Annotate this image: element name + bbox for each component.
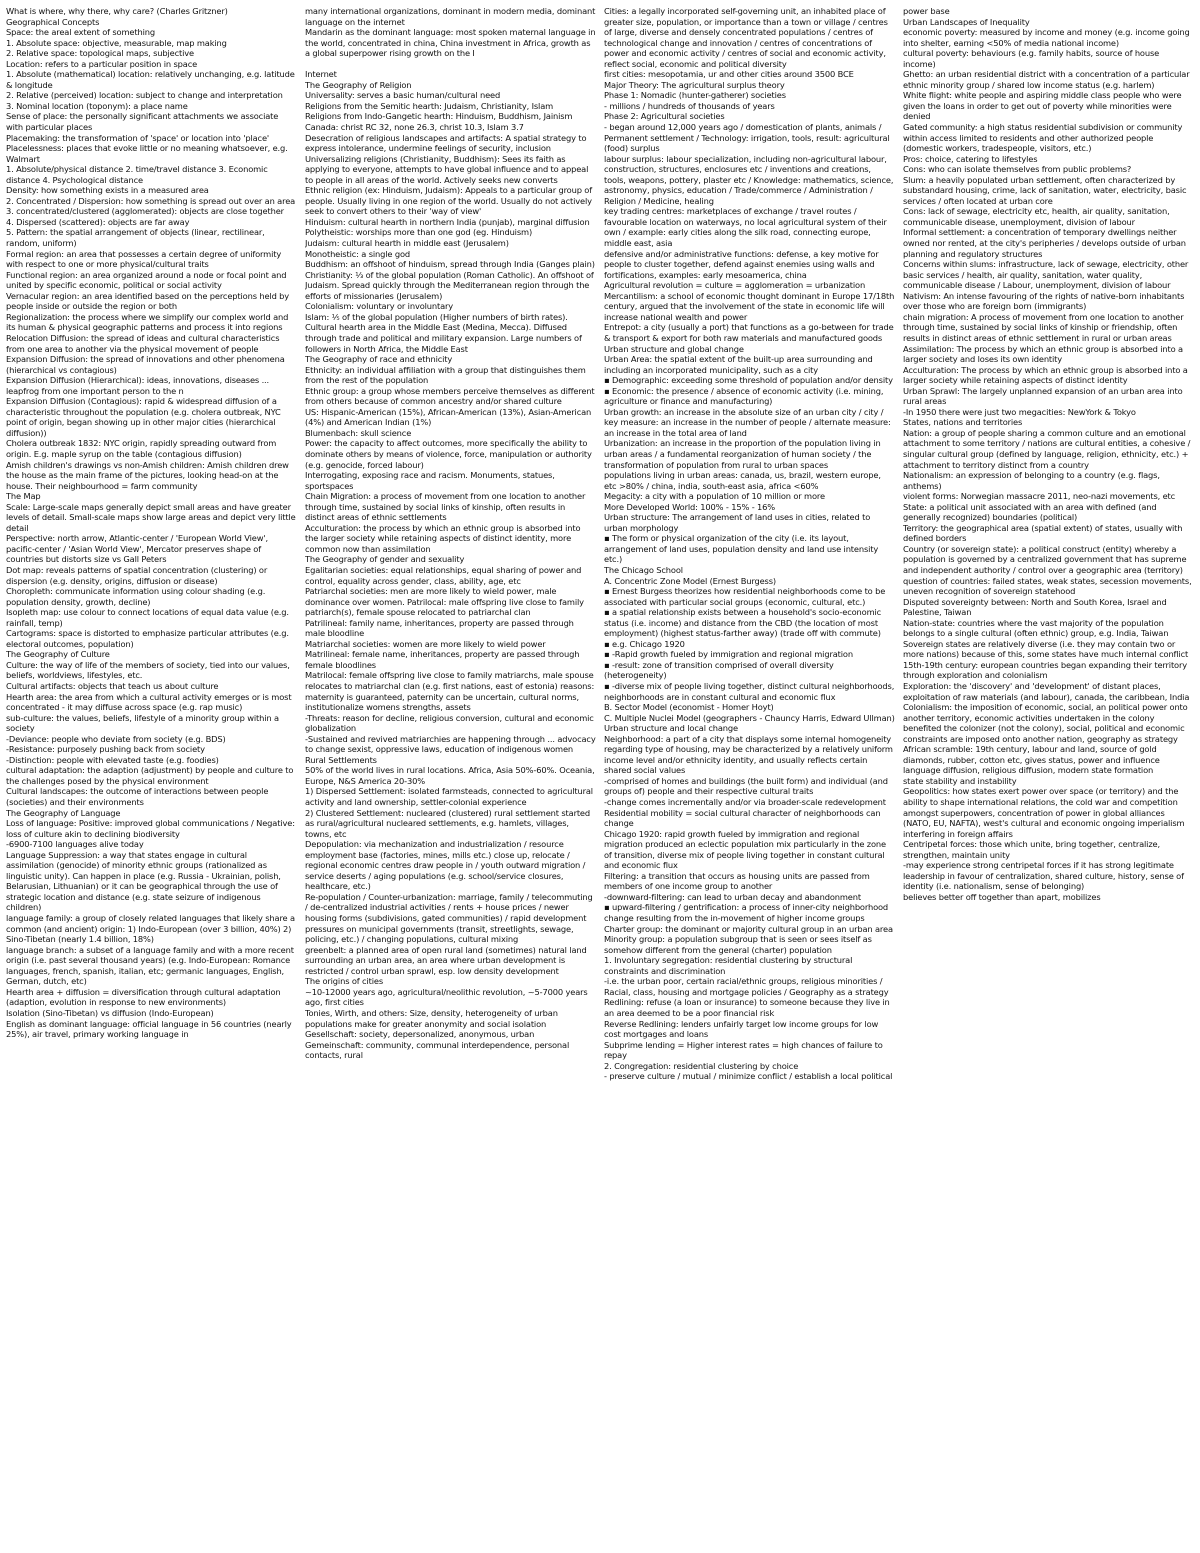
text-line: 2. Congregation: residential clustering by choice [604,1060,799,1071]
text-line: -Threats: reason for decline, religious conversion, cultural and economic globalization [305,712,594,734]
text-line: power base [903,6,950,16]
text-line: ▪ The form or physical organization of the city (i.e. its layout, arrangement of land uses, population density and land use intensity etc.) [604,533,879,565]
text-line: Geopolitics: how states exert power over space (or territory) and the ability to shape international relations, the cold war and competition amongst superpowers, concentration of power in global alliances (NATO, EU, NAFTA), west's cultural and economic ongoing imperialism interfering in foreign affairs [903,786,1185,839]
text-line: Isolation (Sino-Tibetan) vs diffusion (Indo-European) [6,1007,214,1018]
text-line: -change comes incrementally and/or via broader-scale redevelopment [604,797,886,808]
text-line: -may experience strong centripetal forces if it has strong legitimate leadership in favour of centralization, shared culture, history, sense of identity (i.e. nationalism, sense of belonging) [903,860,1184,892]
text-line: Expansion Diffusion (Contagious): rapid & widespread diffusion of a characteristic throughout the population (e.g. cholera outbreak, NYC point of origin, began showing up in other major cities (hierarchical diffusion)) [6,396,281,438]
text-line: Neighborhood: a part of a city that displays some internal homogeneity regarding type of housing, may be characterized by a relatively uniform income level and/or ethnicity identity, and usually reflects certain shared social values [604,733,893,776]
text-line: ▪ -diverse mix of people living together, distinct cultural neighborhoods, neighborhoods are in constant cultural and economic flux [604,681,895,702]
text-line: Phase 1: Nomadic (hunter-gatherer) societies [604,90,786,101]
text-line: What is where, why there, why care? (Charles Gritzner) [6,6,228,16]
text-line: Placemaking: the transformation of 'space' or location into 'place' [6,132,270,143]
text-line: Islam: ⅕ of the global population (Higher numbers of birth rates). Cultural hearth area in the Middle East (Medina, Mecca). Diffused through trade and political and military expansion. Large numbers of followers in North Africa, the Middle East [305,311,582,354]
text-line: cultural poverty: behaviours (e.g. family habits, source of house income) [903,48,1160,69]
column-2 [305,6,596,1549]
text-line: Ethnic group: a group whose members perceive themselves as different from others because of common ancestry and/or shared culture [305,385,595,407]
text-line: The Chicago School [604,564,683,575]
text-line: Regionalization: the process where we simplify our complex world and its human & physical geographic patterns and process it into regions [6,311,289,333]
text-line: Formal region: an area that possesses a certain degree of uniformity with respect to one or more physical/cultural traits [6,248,282,270]
text-line: Hearth area: the area from which a cultural activity emerges or is most concentrated - it may diffuse across space (e.g. rap music) [6,691,292,713]
text-line: 4. Dispersed (scattered): objects are far away [6,216,190,227]
text-line: Cartograms: space is distorted to emphasize particular attributes (e.g. electoral outcomes, population) [6,628,289,649]
text-line: Depopulation: via mechanization and industrialization / resource employment base (factories, mines, mills etc.) close up, relocate / regional economic centres draw people in / youth outward migration / service deserts / aging populations (e.g. school/service closures, healthcare, etc.) [305,839,586,892]
text-line: Loss of language: Positive: improved global communications / Negative: loss of culture akin to declining biodiversity [6,818,295,839]
text-line: Amish children's drawings vs non-Amish children: Amish children drew the house as the main frame of the pictures, looking head-on at the house. Their neighbourhood = farm community [6,459,289,491]
text-line: many international organizations, dominant in modern media, dominant language on the internet [305,6,596,27]
text-line: Mercantilism: a school of economic thought dominant in Europe 17/18th century, argued that the involvement of the state in economic life will increase national wealth and power [604,290,895,322]
text-line: Urban Landscapes of Inequality [903,16,1030,27]
text-line: -In 1950 there were just two megacities: NewYork & Tokyo [903,406,1136,417]
text-line: Hinduism: cultural hearth in northern India (punjab), marginal diffusion [305,216,590,227]
text-line: Phase 2: Agricultural societies [604,111,725,122]
text-line: US: Hispanic-American (15%), African-American (13%), Asian-American (4%) and American Indian (1%) [305,406,592,428]
text-line: greenbelt: a planned area of open rural land (sometimes) natural land surrounding an urban area, an area where urban development is restricted / control urban sprawl, esp. low density development [305,944,587,976]
text-line: 1. Absolute space: objective, measurable, map making [6,37,227,48]
text-line: -comprised of homes and buildings (the built form) and individual (and groups of) people and their respective cultural traits [604,775,888,797]
text-line: More Developed World: 100% - 15% - 16% [604,501,776,512]
text-line: Interrogating, exposing race and racism. Monuments, statues, sportspaces [305,470,555,491]
text-line: Nation-state: countries where the vast majority of the population belongs to a single cultural (often ethnic) group, e.g. India, Taiwan [903,617,1169,639]
text-line: The origins of cities [305,976,383,987]
text-line: Space: the areal extent of something [6,27,155,38]
text-line: Ethnic religion (ex: Hinduism, Judaism): Appeals to a particular group of people. Usually living in one region of the world. Usually do not actively seek to convert others to their 'way of view' [305,185,593,217]
text-line: Sovereign states are relatively diverse (i.e. they may contain two or more nations) because of this, some states have much internal conflict [903,638,1189,660]
text-line: Matrilocal: female offspring live close to family matriarchs, male spouse relocates to matriarchal clan (e.g. first nations, east of estonia) reasons: maternity is guaranteed, paternity can be uncertain, cultural norms, institutionalize womens strengths, assets [305,670,595,713]
text-line: 50% of the world lives in rural locations. Africa, Asia 50%-60%. Oceania, Europe, N&S America 20-30% [305,765,595,786]
text-line: violent forms: Norwegian massacre 2011, neo-nazi movements, etc [903,491,1176,502]
text-line: chain migration: A process of movement from one location to another through time, sustained by social links of kinship or friendship, often results in distinct areas of ethnic settlement in rural or urban areas [903,311,1184,343]
text-line: Patriarchal societies: men are more likely to wield power, male dominance over women. Patrilocal: male offspring live close to family patriarch(s), female spouse relocated to patriarchal clan [305,586,584,618]
text-line: believes better off together than apart, mobilizes [903,891,1101,902]
text-line: question of countries: failed states, weak states, secession movements, uneven recognition of sovereign statehood [903,575,1192,597]
text-line: A. Concentric Zone Model (Ernest Burgess) [604,575,776,586]
text-line: state stability and instability [903,775,1017,786]
text-line: B. Sector Model (economist - Homer Hoyt) [604,702,774,713]
text-line: Patrilineal: family name, inheritances, property are passed through male bloodline [305,617,574,639]
text-line: defensive and/or administrative functions: defense, a key motive for people to cluster together, defend against enemies using walls and fortifications, examples: early mesoamerica, china [604,248,879,280]
text-line: 1. Absolute (mathematical) location: relatively unchanging, e.g. latitude & longitude [6,69,295,90]
text-line: 1. Absolute/physical distance 2. time/travel distance 3. Economic distance 4. Psychological distance [6,164,268,185]
text-line: Power: the capacity to affect outcomes, more specifically the ability to dominate others by means of violence, force, manipulation or authority (e.g. genocide, forced labour) [305,438,592,470]
text-line: Culture: the way of life of the members of society, tied into our values, beliefs, worldviews, lifestyles, etc. [6,659,290,681]
text-line: Canada: christ RC 32, none 26.3, christ 10.3, Islam 3.7 [305,122,524,133]
column-1 [6,6,297,1549]
text-line: Polytheistic: worships more than one god (eg. Hinduism) [305,227,533,238]
text-line: economic poverty: measured by income and money (e.g. income going into shelter, earning <50% of media national income) [903,27,1190,48]
text-line: key trading centres: marketplaces of exchange / travel routes / favourable location on waterways, no local agricultural system of their own / example: early cities along the silk road, connecting europe, middle east, asia [604,206,887,249]
text-line: Matriarchal societies: women are more likely to wield power [305,638,546,649]
text-line: first cities: mesopotamia, ur and other cities around 3500 BCE [604,69,854,80]
text-line: ~10-12000 years ago, agricultural/neolithic revolution, ~5-7000 years ago, first cities [305,986,588,1008]
text-line: Perspective: north arrow, Atlantic-center / 'European World View', pacific-center / 'Asian World View', Mercator preserves shape of countries but distorts size vs Gall Peters [6,533,268,565]
text-line: Cons: who can isolate themselves from public problems? [903,164,1132,175]
text-line: Urbanization: an increase in the proportion of the population living in urban areas / a fundamental reorganization of human society / the transformation of population from rural to urban spaces [604,438,881,470]
text-line: The Geography of race and ethnicity [305,354,453,365]
text-line: Sense of place: the personally significant attachments we associate with particular places [6,111,279,133]
text-line: States, nations and territories [903,417,1023,428]
text-line: Concerns within slums: infrastructure, lack of sewage, electricity, other basic services / health, air quality, sanitation, water quality, communicable disease / Labour, unemployment, division of labour [903,259,1189,291]
text-line: ▪ a spatial relationship exists between a household's socio-economic status (i.e. income) and distance from the CBD (the location of most employment) (highest status-farther away) (trade off with commute) [604,607,882,639]
text-line: Slum: a heavily populated urban settlement, often characterized by substandard housing, crime, lack of sanitation, water, electricity, basic services / often located at urban core [903,174,1187,206]
text-line: The Geography of Religion [305,79,412,90]
text-line: Disputed sovereignty between: North and South Korea, Israel and Palestine, Taiwan [903,596,1167,618]
text-line: Charter group: the dominant or majority cultural group in an urban area [604,923,893,934]
text-line: -downward-filtering: can lead to urban decay and abandonment [604,891,861,902]
text-line: Urban Sprawl: The largely unplanned expansion of an urban area into rural areas [903,385,1183,407]
text-line: Assimilation: The process by which an ethnic group is absorbed into a larger society and loses its own identity [903,343,1183,365]
text-line: The Map [6,491,41,502]
text-line: C. Multiple Nuclei Model (geographers - Chauncy Harris, Edward Ullman) [604,712,895,723]
text-line: Major Theory: The agricultural surplus theory [604,79,785,90]
text-line: The Geography of gender and sexuality [305,554,465,565]
text-line: Christianity: ⅓ of the global population (Roman Catholic). An offshoot of Judaism. Spread quickly through the Mediterranean region through the efforts of missionaries (Jerusalem) [305,269,594,301]
text-line: 1) Dispersed Settlement: isolated farmsteads, connected to agricultural activity and land ownership, settler-colonial experience [305,786,593,808]
text-line: Expansion Diffusion: the spread of innovations and other phenomena (hierarchical vs contagious) [6,354,285,375]
text-line: Cultural landscapes: the outcome of interactions between people (societies) and their environments [6,786,269,808]
text-line: Dot map: reveals patterns of spatial concentration (clustering) or dispersion (e.g. density, origins, diffusion or disease) [6,564,268,586]
text-line: Cultural artifacts: objects that teach us about culture [6,681,219,691]
text-line: 5. Pattern: the spatial arrangement of objects (linear, rectilinear, random, uniform) [6,227,265,249]
text-line: Residential mobility = social cultural character of neighborhoods can change [604,807,881,829]
text-line: language family: a group of closely related languages that likely share a common (and ancient) origin: 1) Indo-European (over 3 billion, 40%) 2) Sino-Tibetan (nearly 1.4 billion, 18%) [6,913,295,945]
text-line: Hearth area + diffusion = diversification through cultural adaptation (adaption, evolution in response to new environments) [6,986,281,1008]
column-4 [903,6,1194,1549]
text-line: Monotheistic: a single god [305,248,410,259]
text-line: -Resistance: purposely pushing back from society [6,744,205,755]
text-line: ▪ upward-filtering / gentrification: a process of inner-city neighborhood change resulting from the in-movement of higher income groups [604,902,889,924]
text-line: Cons: lack of sewage, electricity etc, health, air quality, sanitation, communicable disease, unemployment, division of labour [903,206,1170,227]
text-line: Redlining: refuse (a loan or insurance) to someone because they live in an area deemed to be a poor financial risk [604,997,890,1018]
text-line: English as dominant language: official language in 56 countries (nearly 25%), air travel, primary working language in [6,1018,292,1040]
text-line: - preserve culture / mutual / minimize conflict / establish a local political [604,1071,893,1082]
text-line: 2. Relative (perceived) location: subject to change and interpretation [6,90,283,101]
text-line: Gesellschaft: society, depersonalized, anonymous, urban [305,1029,535,1040]
text-line: Colonialism: the imposition of economic, social, an political power onto another territory, economic activities undertaken in the colony benefited the colonizer (not the colony), social, political and economic constraints are imposed onto another nation, geography as strategy [903,702,1188,744]
text-line: Isopleth map: use colour to connect locations of equal data value (e.g. rainfall, temp) [6,607,289,628]
text-line: Expansion Diffusion (Hierarchical): ideas, innovations, diseases ... leapfrog from one important person to the n [6,375,270,396]
text-line: 1. Involuntary segregation: residential clustering by structural constraints and discrimination [604,955,853,976]
text-line: -Deviance: people who deviate from society (e.g. BDS) [6,733,226,744]
text-line: The Geography of Language [6,807,121,818]
text-line: Country (or sovereign state): a political construct (entity) whereby a population is governed by a centralized government that has supreme and independent authority / control over a geographic area (territory) [903,543,1187,575]
text-line: cultural adaptation: the adaption (adjustment) by people and culture to the challenges posed by the physical environment [6,765,294,786]
text-line: Nationalism: an expression of belonging to a country (e.g. flags, anthems) [903,470,1160,491]
text-line: Scale: Large-scale maps generally depict small areas and have greater levels of detail. Small-scale maps show large areas and depict very little detail [6,501,296,533]
text-line: -i.e. the urban poor, certain racial/ethnic groups, religious minorities / Racial, class, housing and mortgage policies / Geography as a strategy [604,976,889,997]
text-line: Megacity: a city with a population of 10 million or more [604,491,825,502]
text-line: ▪ -result: zone of transition comprised of overall diversity (heterogeneity) [604,659,834,681]
text-line: State: a political unit associated with an area with defined (and generally recognized) boundaries (political) [903,501,1157,523]
text-line: Egalitarian societies: equal relationships, equal sharing of power and control, equality across gender, class, ability, age, etc [305,564,582,586]
column-3 [604,6,895,1549]
text-line: Mandarin as the dominant language: most spoken maternal language in the world, concentrated in china, China investment in Africa, growth as a global superpower rising growth on the I [305,27,596,59]
text-line: Relocation Diffusion: the spread of ideas and cultural characteristics from one area to another via the physical movement of people [6,332,280,354]
text-line: labour surplus: labour specialization, including non-agricultural labour, construction, structures, enclosures etc / inventions and creations, tools, weapons, pottery, plaster etc / Knowledge: mathematics, science, astronomy, physics, education / Trade/commerce / Administration / Religion / Medicine, healing [604,153,894,206]
text-line: Ghetto: an urban residential district with a concentration of a particular ethnic minority group / shared low income status (e.g. harlem) [903,69,1190,90]
text-line: 3. concentrated/clustered (agglomerated): objects are close together [6,206,284,217]
text-line: Ethnicity: an individual affiliation with a group that distinguishes them from the rest of the population [305,364,586,386]
text-line: 3. Nominal location (toponym): a place name [6,100,188,111]
text-line: Urban Area: the spatial extent of the built-up area surrounding and including an incorporated municipality, such as a city [604,354,873,375]
text-line: Universalizing religions (Christianity, Buddhism): Sees its faith as applying to everyone, attempts to have global influence and to appeal to people in all areas of the world. Actively seeks new converts [305,153,589,185]
text-line: sub-culture: the values, beliefs, lifestyle of a minority group within a society [6,712,279,734]
text-line: Nation: a group of people sharing a common culture and an emotional attachment to some territory / nations are cultural entities, a cohesive / singular cultural group (defined by language, religion, ethnicity, etc.) + attachment to territory distinct from a country [903,427,1191,470]
text-line: 2) Clustered Settlement: nucleared (clustered) rural settlement started as rural/agricultural nucleared settlements, e.g. hamlets, villages, towns, etc [305,807,591,839]
text-line: language diffusion, religious diffusion, modern state formation [903,765,1154,776]
text-line: Cholera outbreak 1832: NYC origin, rapidly spreading outward from origin. E.g. maple syrup on the table (contagious diffusion) [6,438,277,459]
text-line: populations living in urban areas: canada, us, brazil, western europe, etc >80% / china, india, south-east asia, africa <60% [604,470,881,491]
text-line: Colonialism: voluntary or involuntary [305,301,454,312]
text-line: 2. Concentrated / Dispersion: how something is spread out over an area [6,195,296,206]
text-line: Urban structure and local change [604,723,738,734]
text-line: Pros: choice, catering to lifestyles [903,153,1038,164]
text-line [305,59,596,70]
text-line: Chain Migration: a process of movement from one location to another through time, sustained by social links of kinship, often results in distinct areas of ethnic settlements [305,491,586,523]
text-line: -Sustained and revived matriarchies are happening through ... advocacy to change sexist, oppressive laws, education of indigenous women [305,733,596,755]
text-line: Functional region: an area organized around a node or focal point and united by specific economic, political or social activity [6,269,287,291]
text-line: Nativism: An intense favouring of the rights of native-born inhabitants over those who are foreign born (immigrants) [903,290,1185,312]
text-line: Rural Settlements [305,754,377,765]
text-line: Matrilineal: female name, inheritances, property are passed through female bloodlines [305,649,580,670]
text-line: Universality: serves a basic human/cultural need [305,90,501,101]
text-line: Buddhism: an offshoot of hinduism, spread through India (Ganges plain) [305,259,595,270]
text-line: Chicago 1920: rapid growth fueled by immigration and regional migration produced an eclectic population mix particularly in the zone of transition, diverse mix of people living together in constant cultural and economic flux [604,828,886,871]
text-line: Cities: a legally incorporated self-governing unit, an inhabited place of greater size, population, or importance than a town or village / centres of large, diverse and densely concentrated populations / centres of technological change and innovation / centres of concentrations of power and economic activity / centres of social and economic activity, reflect social, economic and political diversity [604,6,888,69]
text-line: Gated community: a high status residential subdivision or community within access limited to residents and other authorized people (domestic workers, tradespeople, visitors, etc.) [903,122,1183,154]
text-line: Gemeinschaft: community, communal interdependence, personal contacts, rural [305,1039,570,1061]
text-line: language branch: a subset of a language family and with a more recent origin (i.e. past several thousand years) (e.g. Indo-European: Romance languages, french, spanish, italian, etc; germanic languages, English, German, dutch, etc) [6,944,294,987]
text-line: The Geography of Culture [6,649,110,660]
text-line: Minority group: a population subgroup that is seen or sees itself as somehow different from the general (charter) population [604,934,872,955]
text-line: African scramble: 19th century, labour and land, source of gold diamonds, rubber, cotton etc, gives status, power and influence [903,744,1160,765]
text-line: Desecration of religious landscapes and artifacts: A spatial strategy to express intolerance, undermine feelings of security, inclusion [305,132,587,154]
text-line: Location: refers to a particular position in space [6,58,198,69]
text-line: Religions from Indo-Gangetic hearth: Hinduism, Buddhism, Jainism [305,111,573,122]
text-line: Subprime lending = Higher interest rates = high chances of failure to repay [604,1039,883,1061]
text-line: Urban growth: an increase in the absolute size of an urban city / city / key measure: an increase in the number of people / alternate measure: an increase in the total area of land [604,406,891,438]
text-line: -Distinction: people with elevated taste (e.g. foodies) [6,754,219,765]
text-line: ▪ -Rapid growth fueled by immigration and regional migration [604,649,853,660]
text-line: Tonies, Wirth, and others: Size, density, heterogeneity of urban populations make for greater anonymity and social isolation [305,1007,558,1029]
text-line: Vernacular region: an area identified based on the perceptions held by people inside or outside the region or both [6,290,290,312]
text-line: Informal settlement: a concentration of temporary dwellings neither owned nor rented, at the city's peripheries / develops outside of urban planning and regulatory structures [903,227,1186,259]
text-line: Urban structure: The arrangement of land uses in cities, related to urban morphology [604,512,871,533]
text-line: Language Suppression: a way that states engage in cultural assimilation (genocide) of minority ethnic groups (rationalized as linguistic unity). Can happen in place (e.g. Russia - Ukrainian, polish, Belarusian, Lithuanian) or it can be geographical through the use of strategic location and distance (e.g. state seizure of indigenous children) [6,849,281,913]
text-line: Internet [305,69,337,80]
text-line: Religions from the Semitic hearth: Judaism, Christianity, Islam [305,100,554,111]
text-line: Acculturation: The process by which an ethnic group is absorbed into a larger society while retaining aspects of distinct identity [903,364,1188,386]
text-line: Judaism: cultural hearth in middle east (Jerusalem) [305,238,509,249]
text-line: Urban structure and global change [604,343,744,354]
text-line: ▪ Demographic: exceeding some threshold of population and/or density [604,375,893,386]
text-line: Filtering: a transition that occurs as housing units are passed from members of one income group to another [604,870,870,892]
text-line: -6900-7100 languages alive today [6,839,144,850]
text-line: - began around 12,000 years ago / domestication of plants, animals / Permanent settlement / Technology: irrigation, tools, result: agricultural (food) surplus [604,122,890,154]
text-line: Blumenbach: skull science [305,427,412,438]
text-line: Reverse Redlining: lenders unfairly target low income groups for low cost mortgages and loans [604,1018,879,1040]
text-line: Placelessness: places that evoke little or no meaning whatsoever, e.g. Walmart [6,143,288,164]
text-line: Exploration: the 'discovery' and 'development' of distant places, exploitation of raw materials (and labour), canada, the caribbean, India [903,681,1190,702]
text-line: 2. Relative space: topological maps, subjective [6,48,195,59]
text-line: Entrepot: a city (usually a port) that functions as a go-between for trade & transport & export for both raw materials and manufactured goods [604,322,894,343]
text-line: ▪ Economic: the presence / absence of economic activity (i.e. mining, agriculture or finance and manufacturing) [604,385,884,407]
text-line: White flight: white people and aspiring middle class people who were given the loans in order to get out of poverty while minorities were denied [903,90,1182,122]
text-line: - millions / hundreds of thousands of years [604,100,775,111]
text-line: Choropleth: communicate information using colour shading (e.g. population density, growth, decline) [6,586,266,607]
text-line: Re-population / Counter-urbanization: marriage, family / telecommuting / de-centralized industrial activities / rents + house prices / newer housing forms (subdivisions, gated communities) / rapid development pressures on municipal governments (transit, streetlights, sewage, policing, etc.) / changing populations, cultural mixing [305,891,593,945]
text-line: Centripetal forces: those which unite, bring together, centralize, strengthen, maintain unity [903,839,1160,860]
text-line: Agricultural revolution = culture = agglomeration = urbanization [604,280,866,291]
text-line: ▪ Ernest Burgess theorizes how residential neighborhoods come to be associated with particular social groups (economic, cultural, etc.) [604,586,886,607]
text-line: Geographical Concepts [6,16,100,27]
text-line: ▪ e.g. Chicago 1920 [604,638,685,649]
text-line: Acculturation: the process by which an ethnic group is absorbed into the larger society while retaining aspects of distinct identity, more common now than assimilation [305,522,581,554]
text-line: Territory: the geographical area (spatial extent) of states, usually with defined borders [903,522,1183,544]
text-line: 15th-19th century: european countries began expanding their territory through exploration and colonialism [903,659,1188,681]
text-line: Density: how something exists in a measured area [6,185,209,196]
